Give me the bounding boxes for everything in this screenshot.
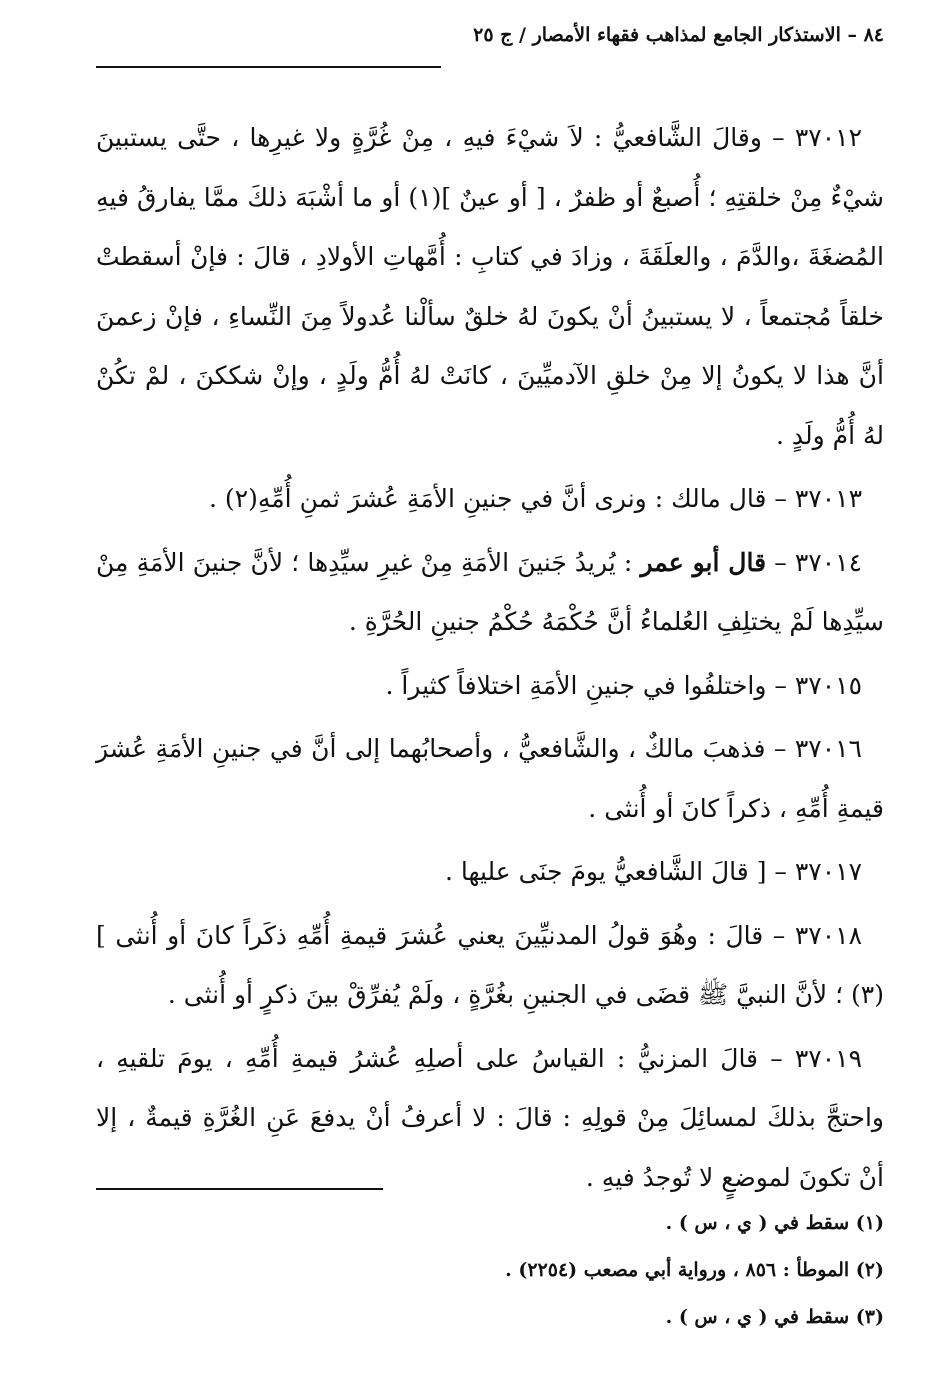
paragraph-number: ٣٧٠١٢ –: [772, 123, 862, 152]
paragraph-37015: [96, 656, 884, 716]
footnote-3: (٣) سقط في ( ي ، س ) .: [665, 1306, 884, 1328]
paragraph-number: ٣٧٠١٤ –: [774, 547, 862, 577]
paragraph-number: ٣٧٠١٧ –: [774, 857, 862, 886]
header-rule: [96, 66, 441, 68]
paragraph-37012: [96, 108, 884, 465]
paragraph-number: ٣٧٠١٥ –: [774, 670, 862, 700]
footnote-1: (١) سقط في ( ي ، س ) .: [665, 1212, 884, 1234]
paragraph-37017: [96, 842, 884, 902]
paragraph-37016: [96, 719, 884, 838]
paragraph-37019: [96, 1029, 884, 1208]
paragraph-number: ٣٧٠١٩ –: [770, 1043, 862, 1073]
paragraph-number: ٣٧٠١٣ –: [774, 484, 862, 513]
paragraph-number: ٣٧٠١٦ –: [773, 734, 862, 763]
main-text: [96, 108, 884, 1211]
paragraph-number: ٣٧٠١٨ –: [772, 920, 862, 950]
paragraph-speaker: قال أبو عمر: [640, 547, 767, 577]
paragraph-37018: [96, 906, 884, 1025]
paragraph-text: واختلفُوا في جنينِ الأمَةِ اختلافاً كثيراً .: [385, 670, 775, 700]
paragraph-text: قال مالك : ونرى أنَّ في جنينِ الأمَةِ عُشرَ ثمنِ أُمِّهِ(٢) .: [209, 484, 775, 513]
paragraph-text: فذهبَ مالكٌ ، والشَّافعيُّ ، وأصحابُهما إلى أنَّ في جنينِ الأمَةِ عُشرَ قيمةِ أُمِّهِ ، ذكراً كانَ أو أُنثى .: [96, 734, 884, 823]
footnote-2: (٢) الموطأ : ٨٥٦ ، ورواية أبي مصعب (٢٢٥٤) .: [505, 1259, 884, 1281]
paragraph-text: : يُريدُ جَنينَ الأمَةِ مِنْ غيرِ سيِّدِها ؛ لأنَّ جنينَ الأمَةِ مِنْ سيِّدِها لَمْ يختلِفِ العُلماءُ أنَّ حُكْمَهُ حُكْمُ جنينِ الحُرَّةِ .: [96, 547, 884, 636]
paragraph-text: وقالَ الشَّافعيُّ : لاَ شيْءَ فيهِ ، مِنْ غُرَّةٍ ولا غيرِها ، حتَّى يستبينَ شيْءٌ مِنْ خلقتِهِ ؛ أُصبعٌ أو ظفرٌ ، [ أو عينٌ ](١) أو ما أشْبَهَ ذلكَ ممَّا يفارقُ فيهِ المُضغَةَ ،والدَّمَ ، والعلَقَةَ ، وزادَ في كتابِ : أُمَّهاتِ الأولادِ ، قالَ : فإنْ أسقطتْ خلقاً مُجتمعاً ، لا يستبينُ أنْ يكونَ لهُ خلقٌ سألْنا عُدولاً مِنَ النِّساءِ ، فإنْ زعمنَ أنَّ هذا لا يكونُ إلا مِنْ خلقِ الآدميِّينَ ، كانَتْ لهُ أُمُّ ولَدٍ ، وإنْ شككنَ ، لمْ تكُنْ لهُ أُمُّ ولَدٍ .: [96, 123, 884, 450]
paragraph-text: قالَ المزنيُّ : القياسُ على أصلِهِ عُشرُ قيمةِ أُمِّهِ ، يومَ تلقيهِ ، واحتجَّ بذلكَ لمسائِلَ مِنْ قولِهِ : قالَ : لا أعرفُ أنْ يدفعَ عَنِ الغُرَّةِ قيمةٌ ، إلا أنْ تكونَ لموضعٍ لا تُوجدُ فيهِ .: [96, 1043, 884, 1192]
paragraph-37014: [96, 533, 884, 652]
footnotes: [96, 1200, 884, 1341]
running-head: ٨٤ – الاستذكار الجامع لمذاهب فقهاء الأمصار / ج ٢٥: [473, 24, 884, 46]
footnote-rule: [96, 1188, 383, 1190]
paragraph-text: قالَ : وهُوَ قولُ المدنيِّينَ يعني عُشرَ قيمةِ أُمِّهِ ذكَراً كانَ أو أُنثى ](٣) ؛ لأنَّ النبيَّ ﷺ قضَى في الجنينِ بغُرَّةٍ ، ولَمْ يُفرِّقْ بينَ ذكرٍ أو أُنثى .: [96, 920, 884, 1009]
book-page: [96, 22, 884, 1353]
paragraph-text: [ قالَ الشَّافعيُّ يومَ جنَى عليها .: [444, 857, 775, 886]
paragraph-37013: [96, 469, 884, 529]
